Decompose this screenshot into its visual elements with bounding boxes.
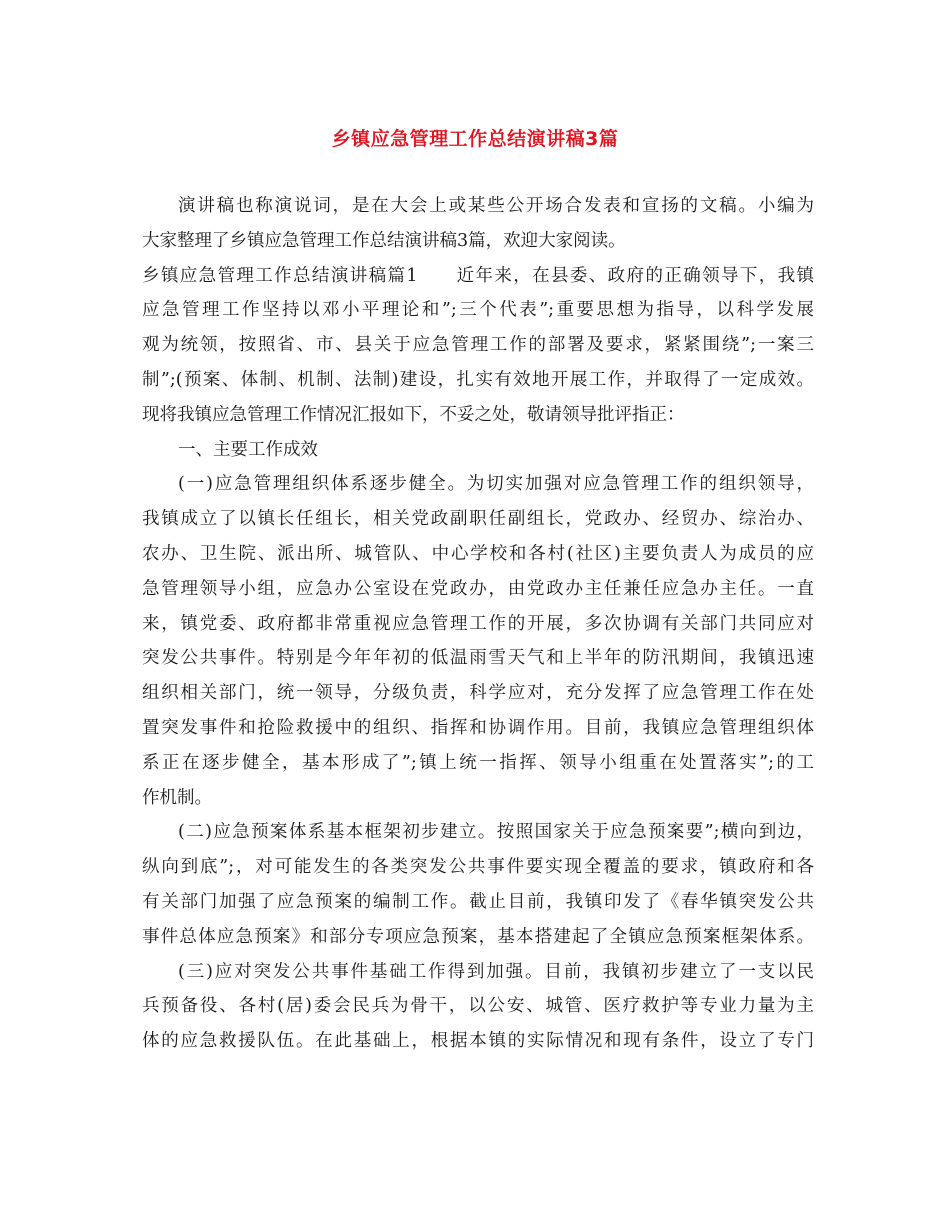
body-line: (三)应对突发公共事件基础工作得到加强。目前，我镇初步建立了一支以民 — [178, 961, 814, 982]
body-line: 农办、卫生院、派出所、城管队、中心学校和各村(社区)主要负责人为成员的应 — [142, 543, 814, 564]
body-line: 演讲稿也称演说词，是在大会上或某些公开场合发表和宣扬的文稿。小编为 — [178, 196, 814, 216]
body-line: 置突发事件和抢险救援中的组织、指挥和协调作用。目前，我镇应急管理组织体 — [142, 717, 814, 738]
body-line: 乡镇应急管理工作总结演讲稿篇1 近年来，在县委、政府的正确领导下，我镇 — [142, 265, 814, 286]
body-line: 现将我镇应急管理工作情况汇报如下，不妥之处，敬请领导批评指正： — [142, 404, 685, 425]
body-line: 纵向到底”;，对可能发生的各类突发公共事件要实现全覆盖的要求，镇政府和各 — [142, 857, 814, 878]
body-line: 事件总体应急预案》和部分专项应急预案，基本搭建起了全镇应急预案框架体系。 — [142, 926, 814, 947]
body-line: 一、主要工作成效 — [178, 439, 318, 460]
body-line: (一)应急管理组织体系逐步健全。为切实加强对应急管理工作的组织领导， — [178, 474, 814, 495]
body-line: 组织相关部门，统一领导，分级负责，科学应对，充分发挥了应急管理工作在处 — [142, 683, 814, 704]
body-line: 我镇成立了以镇长任组长，相关党政副职任副组长，党政办、经贸办、综治办、 — [142, 509, 814, 530]
body-line: 突发公共事件。特别是今年年初的低温雨雪天气和上半年的防汛期间，我镇迅速 — [142, 648, 814, 669]
body-line: 急管理领导小组，应急办公室设在党政办，由党政办主任兼任应急办主任。一直 — [142, 578, 814, 599]
body-line: (二)应急预案体系基本框架初步建立。按照国家关于应急预案要”;横向到边， — [178, 822, 814, 843]
document-body — [142, 189, 814, 1059]
body-line: 制”;(预案、体制、机制、法制)建设，扎实有效地开展工作，并取得了一定成效。 — [142, 369, 814, 390]
body-line: 来，镇党委、政府都非常重视应急管理工作的开展，多次协调有关部门共同应对 — [142, 613, 814, 634]
body-line: 系正在逐步健全，基本形成了”;镇上统一指挥、领导小组重在处置落实”;的工 — [142, 752, 814, 773]
body-line: 兵预备役、各村(居)委会民兵为骨干，以公安、城管、医疗救护等专业力量为主 — [142, 996, 814, 1017]
body-line: 观为统领，按照省、市、县关于应急管理工作的部署及要求，紧紧围绕”;一案三 — [142, 335, 814, 356]
body-line: 有关部门加强了应急预案的编制工作。截止目前，我镇印发了《春华镇突发公共 — [142, 891, 814, 912]
body-line: 作机制。 — [142, 787, 212, 808]
body-line: 大家整理了乡镇应急管理工作总结演讲稿3篇，欢迎大家阅读。 — [142, 230, 626, 251]
body-line: 体的应急救援队伍。在此基础上，根据本镇的实际情况和现有条件，设立了专门 — [142, 1031, 814, 1052]
document-title: 乡镇应急管理工作总结演讲稿3篇 — [331, 128, 619, 150]
body-line: 应急管理工作坚持以邓小平理论和”;三个代表”;重要思想为指导，以科学发展 — [142, 300, 814, 321]
